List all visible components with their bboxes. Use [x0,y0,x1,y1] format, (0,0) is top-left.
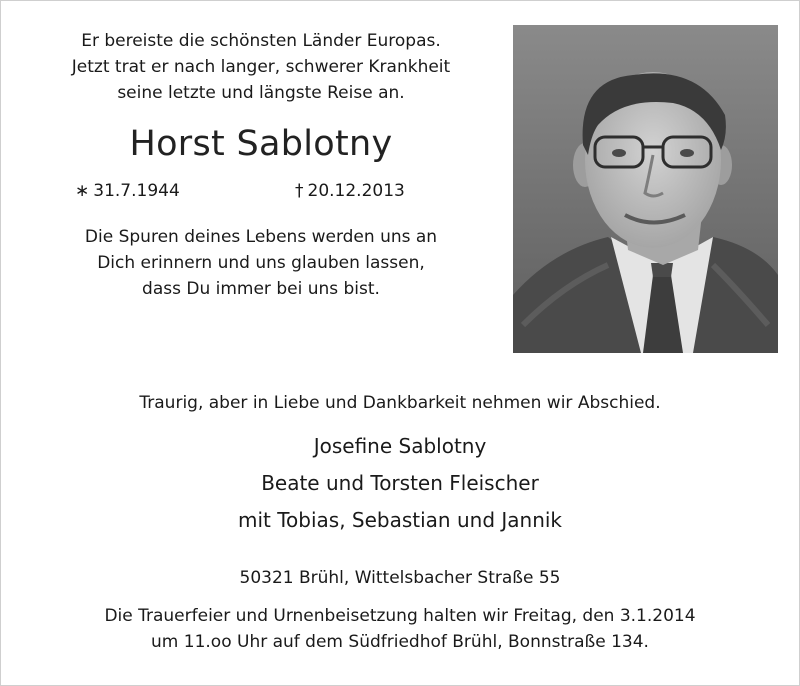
birth-date [75,181,180,201]
funeral-line: Die Trauerfeier und Urnenbeisetzung halten wir Freitag, den 3.1.2014 [104,606,696,626]
verse-line: Dich erinnern und uns glauben lassen, [97,253,425,273]
mourner-name: mit Tobias, Sebastian und Jannik [237,508,563,532]
intro-line: Jetzt trat er nach langer, schwerer Krankheit [71,57,451,77]
death-date-value: 20.12.2013 [307,181,405,201]
funeral-info [0,603,800,655]
death-date [295,181,405,201]
verse-line: dass Du immer bei uns bist. [142,279,380,299]
mourner-name: Beate und Torsten Fleischer [261,471,539,495]
intro-text [20,28,502,106]
death-cross-icon: † [295,181,304,201]
verse-line: Die Spuren deines Lebens werden uns an [84,227,438,247]
life-dates [20,176,502,206]
family-address: 50321 Brühl, Wittelsbacher Straße 55 [239,568,561,588]
birth-date-value: 31.7.1944 [93,181,180,201]
memorial-verse [20,224,502,302]
portrait-photo [513,25,778,353]
intro-line: seine letzte und längste Reise an. [117,83,405,103]
funeral-line: um 11.oo Uhr auf dem Südfriedhof Brühl, Bonnstraße 134. [151,632,649,652]
closing-statement: Traurig, aber in Liebe und Dankbarkeit nehmen wir Abschied. [139,393,661,413]
intro-line: Er bereiste die schönsten Länder Europas. [81,31,441,51]
mourner-name: Josefine Sablotny [313,434,487,458]
deceased-name: Horst Sablotny [129,124,393,164]
birth-star-icon: ∗ [75,181,90,201]
mourners-list [0,428,800,539]
notice-left-column [20,28,502,302]
